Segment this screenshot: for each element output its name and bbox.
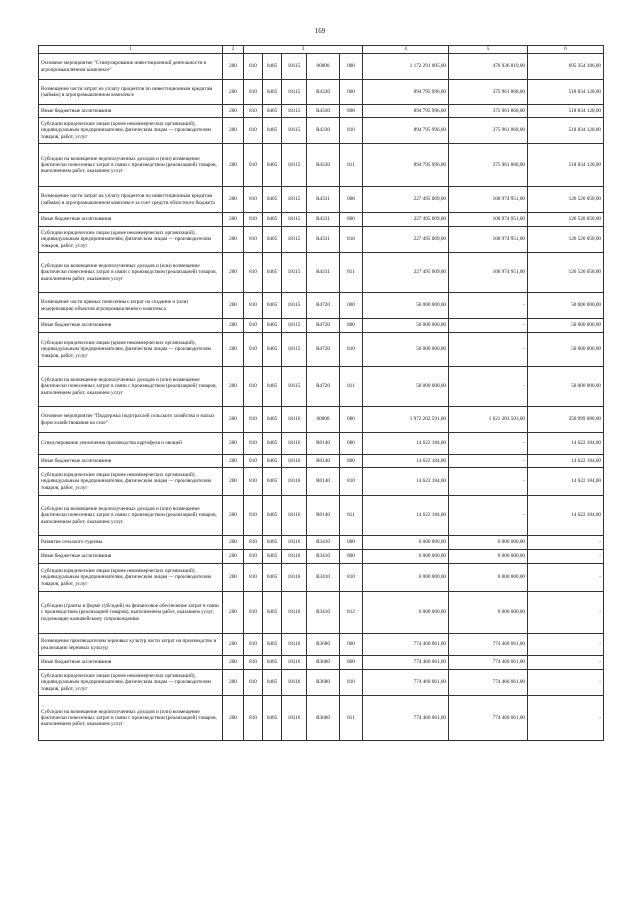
code-cell: 0405 xyxy=(263,293,282,319)
amount-cell: 100 974 951,00 xyxy=(449,213,528,227)
code-cell: 800 xyxy=(340,550,363,564)
code-cell: 800 xyxy=(340,105,363,118)
code-cell: 0405 xyxy=(263,187,282,213)
amount-cell: 14 622 184,00 xyxy=(363,455,449,468)
table-row xyxy=(39,468,604,496)
code-cell: 810 xyxy=(340,227,363,253)
amount-cell: 14 622 184,00 xyxy=(528,468,604,496)
code-cell: 18116 xyxy=(282,564,307,592)
table-body xyxy=(39,46,604,741)
code-cell: 18115 xyxy=(282,105,307,118)
code-cell: 18116 xyxy=(282,468,307,496)
code-cell: R4331 xyxy=(307,253,340,293)
code-cell: 000 xyxy=(340,80,363,105)
amount-cell: 100 974 951,00 xyxy=(449,227,528,253)
row-name: Субсидии юридическим лицам (кроме некоммерческих организаций), индивидуальным предпринимателям, физическим лицам — производителям товаров, работ, услуг xyxy=(39,333,223,367)
row-name: Возмещение части затрат на уплату процентов по инвестиционным кредитам (займам) в агропромышленном комплексе xyxy=(39,80,223,105)
amount-cell: - xyxy=(528,656,604,670)
code-cell: 00000 xyxy=(307,407,340,433)
row-name: Иные бюджетные ассигнования xyxy=(39,656,223,670)
code-cell: 810 xyxy=(244,293,263,319)
code-cell: 18115 xyxy=(282,187,307,213)
amount-cell: 6 000 000,00 xyxy=(449,536,528,550)
column-number: 1 xyxy=(39,46,223,54)
amount-cell: 227 495 009,00 xyxy=(363,227,449,253)
amount-cell: - xyxy=(449,455,528,468)
code-cell: 810 xyxy=(244,187,263,213)
code-cell: 000 xyxy=(340,433,363,455)
table-row xyxy=(39,144,604,187)
code-cell: 810 xyxy=(244,407,263,433)
code-cell: 200 xyxy=(223,227,244,253)
code-cell: 810 xyxy=(244,656,263,670)
code-cell: 0405 xyxy=(263,468,282,496)
code-cell: 200 xyxy=(223,105,244,118)
amount-cell: - xyxy=(528,536,604,550)
code-cell: 811 xyxy=(340,496,363,536)
code-cell: 18116 xyxy=(282,496,307,536)
code-cell: 200 xyxy=(223,333,244,367)
code-cell: 000 xyxy=(340,54,363,80)
code-cell: 810 xyxy=(244,367,263,407)
amount-cell: 126 520 058,00 xyxy=(528,227,604,253)
row-name: Субсидии на возмещение недополученных доходов и (или) возмещение фактически понесенных затрат в связи с производством (реализацией) товаров, выполнением работ, оказанием услуг xyxy=(39,496,223,536)
code-cell: 810 xyxy=(340,468,363,496)
code-cell: 200 xyxy=(223,407,244,433)
code-cell: 810 xyxy=(340,670,363,696)
row-name: Субсидии на возмещение недополученных доходов и (или) возмещение фактически понесенных затрат в связи с производством (реализацией) товаров, выполнением работ, оказанием услуг xyxy=(39,144,223,187)
code-cell: R3410 xyxy=(307,550,340,564)
column-number: 6 xyxy=(528,46,604,54)
code-cell: 0405 xyxy=(263,455,282,468)
amount-cell: 14 622 184,00 xyxy=(363,433,449,455)
code-cell: 800 xyxy=(340,656,363,670)
code-cell: 0405 xyxy=(263,144,282,187)
table-row xyxy=(39,696,604,741)
amount-cell: 774 460 061,00 xyxy=(449,670,528,696)
amount-cell: 126 520 058,00 xyxy=(528,187,604,213)
table-row xyxy=(39,333,604,367)
code-cell: 18115 xyxy=(282,253,307,293)
table-row xyxy=(39,227,604,253)
amount-cell: 774 460 061,00 xyxy=(449,696,528,741)
code-cell: 18115 xyxy=(282,213,307,227)
code-cell: 18116 xyxy=(282,670,307,696)
amount-cell: 375 961 868,00 xyxy=(449,105,528,118)
amount-cell: 894 795 996,00 xyxy=(363,118,449,144)
code-cell: 810 xyxy=(244,80,263,105)
column-number: 3 xyxy=(244,46,363,54)
amount-cell: 774 460 061,00 xyxy=(363,656,449,670)
row-name: Иные бюджетные ассигнования xyxy=(39,550,223,564)
code-cell: 800 xyxy=(340,319,363,333)
code-cell: 200 xyxy=(223,564,244,592)
amount-cell: 518 834 128,00 xyxy=(528,118,604,144)
amount-cell: 227 495 009,00 xyxy=(363,253,449,293)
amount-cell: 14 622 184,00 xyxy=(363,496,449,536)
code-cell: 0405 xyxy=(263,54,282,80)
table-row xyxy=(39,80,604,105)
code-cell: 811 xyxy=(340,253,363,293)
amount-cell: 50 000 000,00 xyxy=(528,333,604,367)
code-cell: 0405 xyxy=(263,433,282,455)
code-cell: 000 xyxy=(340,407,363,433)
table-row xyxy=(39,564,604,592)
code-cell: 0405 xyxy=(263,118,282,144)
row-name: Субсидии на возмещение недополученных доходов и (или) возмещение фактически понесенных затрат в связи с производством (реализацией) товаров, выполнением работ, оказанием услуг xyxy=(39,696,223,741)
row-name: Иные бюджетные ассигнования xyxy=(39,105,223,118)
code-cell: 200 xyxy=(223,293,244,319)
code-cell: 0405 xyxy=(263,564,282,592)
code-cell: R3680 xyxy=(307,696,340,741)
code-cell: R4330 xyxy=(307,144,340,187)
code-cell: 18116 xyxy=(282,433,307,455)
code-cell: 810 xyxy=(244,118,263,144)
amount-cell: 695 354 186,00 xyxy=(528,54,604,80)
code-cell: 200 xyxy=(223,592,244,634)
code-cell: R4331 xyxy=(307,227,340,253)
table-row xyxy=(39,592,604,634)
code-cell: R0140 xyxy=(307,433,340,455)
amount-cell: 227 495 009,00 xyxy=(363,187,449,213)
code-cell: 0405 xyxy=(263,696,282,741)
code-cell: 812 xyxy=(340,592,363,634)
row-name: Основное мероприятие "Стимулирование инвестиционной деятельности в агропромышленном комплексе" xyxy=(39,54,223,80)
code-cell: 811 xyxy=(340,144,363,187)
amount-cell: 1 621 203 503,00 xyxy=(449,407,528,433)
code-cell: 000 xyxy=(340,293,363,319)
table-row xyxy=(39,367,604,407)
row-name: Возмещение производителям зерновых культур части затрат на производство и реализацию зерновых культур xyxy=(39,634,223,656)
row-name: Стимулирование увеличения производства картофеля и овощей xyxy=(39,433,223,455)
code-cell: R0140 xyxy=(307,468,340,496)
code-cell: 810 xyxy=(244,333,263,367)
code-cell: R3680 xyxy=(307,634,340,656)
code-cell: R3680 xyxy=(307,656,340,670)
code-cell: 18116 xyxy=(282,656,307,670)
code-cell: 200 xyxy=(223,433,244,455)
amount-cell: - xyxy=(528,670,604,696)
code-cell: 0405 xyxy=(263,536,282,550)
code-cell: 0405 xyxy=(263,407,282,433)
code-cell: 18115 xyxy=(282,118,307,144)
table-row xyxy=(39,118,604,144)
column-number-row xyxy=(39,46,604,54)
table-row xyxy=(39,433,604,455)
amount-cell: - xyxy=(449,496,528,536)
row-name: Субсидии юридическим лицам (кроме некоммерческих организаций), индивидуальным предпринимателям, физическим лицам — производителям товаров, работ, услуг xyxy=(39,118,223,144)
amount-cell: 375 961 868,00 xyxy=(449,118,528,144)
code-cell: R4720 xyxy=(307,319,340,333)
amount-cell: 50 000 000,00 xyxy=(528,319,604,333)
amount-cell: 6 000 000,00 xyxy=(363,550,449,564)
row-name: Иные бюджетные ассигнования xyxy=(39,319,223,333)
table-row xyxy=(39,54,604,80)
code-cell: 800 xyxy=(340,213,363,227)
code-cell: 200 xyxy=(223,118,244,144)
row-name: Субсидии на возмещение недополученных доходов и (или) возмещение фактически понесенных затрат в связи с производством (реализацией) товаров, выполнением работ, оказанием услуг xyxy=(39,253,223,293)
amount-cell: 50 000 000,00 xyxy=(363,319,449,333)
amount-cell: 50 000 000,00 xyxy=(363,293,449,319)
code-cell: 18116 xyxy=(282,550,307,564)
code-cell: R4330 xyxy=(307,105,340,118)
table-row xyxy=(39,253,604,293)
code-cell: 200 xyxy=(223,634,244,656)
row-name: Субсидии юридическим лицам (кроме некоммерческих организаций), индивидуальным предпринимателям, физическим лицам — производителям товаров, работ, услуг xyxy=(39,468,223,496)
code-cell: 800 xyxy=(340,455,363,468)
code-cell: 18115 xyxy=(282,319,307,333)
table-row xyxy=(39,293,604,319)
amount-cell: - xyxy=(449,333,528,367)
code-cell: 00000 xyxy=(307,54,340,80)
amount-cell: 50 000 000,00 xyxy=(528,367,604,407)
code-cell: R3410 xyxy=(307,592,340,634)
budget-table xyxy=(38,45,604,741)
code-cell: 0405 xyxy=(263,227,282,253)
code-cell: 810 xyxy=(244,496,263,536)
amount-cell: 100 974 951,00 xyxy=(449,187,528,213)
amount-cell: 50 000 000,00 xyxy=(528,293,604,319)
code-cell: R3410 xyxy=(307,536,340,550)
code-cell: 200 xyxy=(223,80,244,105)
code-cell: R4330 xyxy=(307,118,340,144)
code-cell: 18115 xyxy=(282,367,307,407)
code-cell: 18115 xyxy=(282,333,307,367)
amount-cell: 774 460 061,00 xyxy=(363,634,449,656)
amount-cell: 774 460 061,00 xyxy=(363,670,449,696)
row-name: Субсидии на возмещение недополученных доходов и (или) возмещение фактически понесенных затрат в связи с производством (реализацией) товаров, выполнением работ, оказанием услуг xyxy=(39,367,223,407)
row-name: Возмещение части прямых понесенных затрат на создание и (или) модернизацию объектов агропромышленного комплекса xyxy=(39,293,223,319)
amount-cell: - xyxy=(528,550,604,564)
table-row xyxy=(39,407,604,433)
code-cell: 18116 xyxy=(282,696,307,741)
code-cell: 810 xyxy=(244,253,263,293)
code-cell: 0405 xyxy=(263,656,282,670)
code-cell: 000 xyxy=(340,536,363,550)
code-cell: 810 xyxy=(244,592,263,634)
amount-cell: 14 622 184,00 xyxy=(528,433,604,455)
code-cell: R4331 xyxy=(307,213,340,227)
code-cell: 0405 xyxy=(263,634,282,656)
code-cell: 810 xyxy=(244,550,263,564)
code-cell: R4330 xyxy=(307,80,340,105)
table-row xyxy=(39,656,604,670)
code-cell: 0405 xyxy=(263,550,282,564)
code-cell: 200 xyxy=(223,696,244,741)
amount-cell: - xyxy=(528,592,604,634)
amount-cell: 50 000 000,00 xyxy=(363,367,449,407)
amount-cell: 6 000 000,00 xyxy=(449,592,528,634)
amount-cell: 894 795 996,00 xyxy=(363,80,449,105)
amount-cell: 126 520 058,00 xyxy=(528,213,604,227)
amount-cell: 100 974 951,00 xyxy=(449,253,528,293)
amount-cell: 476 936 819,00 xyxy=(449,54,528,80)
row-name: Развитие сельского туризма xyxy=(39,536,223,550)
amount-cell: 774 460 061,00 xyxy=(363,696,449,741)
code-cell: 200 xyxy=(223,54,244,80)
code-cell: 810 xyxy=(340,118,363,144)
table-row xyxy=(39,187,604,213)
amount-cell: 6 000 000,00 xyxy=(449,564,528,592)
code-cell: 200 xyxy=(223,468,244,496)
amount-cell: 227 495 009,00 xyxy=(363,213,449,227)
amount-cell: 1 172 291 005,00 xyxy=(363,54,449,80)
code-cell: 200 xyxy=(223,187,244,213)
code-cell: R3410 xyxy=(307,564,340,592)
row-name: Основное мероприятие "Поддержка подотраслей сельского хозяйства и малых форм хозяйствования на селе" xyxy=(39,407,223,433)
code-cell: 810 xyxy=(244,670,263,696)
code-cell: 18115 xyxy=(282,227,307,253)
code-cell: R4720 xyxy=(307,367,340,407)
code-cell: 0405 xyxy=(263,496,282,536)
code-cell: 810 xyxy=(244,227,263,253)
code-cell: 200 xyxy=(223,496,244,536)
code-cell: 000 xyxy=(340,634,363,656)
code-cell: 200 xyxy=(223,656,244,670)
code-cell: 810 xyxy=(244,213,263,227)
amount-cell: 1 972 202 591,00 xyxy=(363,407,449,433)
amount-cell: 6 000 000,00 xyxy=(363,592,449,634)
table-row xyxy=(39,455,604,468)
code-cell: 18115 xyxy=(282,144,307,187)
table-row xyxy=(39,634,604,656)
amount-cell: - xyxy=(449,468,528,496)
table-row xyxy=(39,213,604,227)
table-row xyxy=(39,550,604,564)
code-cell: 0405 xyxy=(263,670,282,696)
row-name: Возмещение части затрат на уплату процентов по инвестиционным кредитам (займам) в агропромышленном комплексе за счет средств областного бюджета xyxy=(39,187,223,213)
code-cell: 200 xyxy=(223,319,244,333)
amount-cell: - xyxy=(449,433,528,455)
code-cell: 18116 xyxy=(282,592,307,634)
amount-cell: 350 999 088,00 xyxy=(528,407,604,433)
code-cell: 0405 xyxy=(263,80,282,105)
code-cell: 0405 xyxy=(263,213,282,227)
row-name: Субсидии (гранты в форме субсидий) на финансовое обеспечение затрат в связи с производством (реализацией товаров), выполнением работ, оказанием услуг, подлежащие казначейскому сопровождению xyxy=(39,592,223,634)
amount-cell: 774 460 061,00 xyxy=(449,656,528,670)
amount-cell: 894 795 996,00 xyxy=(363,144,449,187)
column-number: 5 xyxy=(449,46,528,54)
table-row xyxy=(39,105,604,118)
row-name: Субсидии юридическим лицам (кроме некоммерческих организаций), индивидуальным предпринимателям, физическим лицам — производителям товаров, работ, услуг xyxy=(39,564,223,592)
amount-cell: 894 795 996,00 xyxy=(363,105,449,118)
code-cell: 810 xyxy=(244,433,263,455)
code-cell: 18116 xyxy=(282,536,307,550)
amount-cell: 518 834 128,00 xyxy=(528,80,604,105)
code-cell: R4720 xyxy=(307,333,340,367)
amount-cell: 774 460 061,00 xyxy=(449,634,528,656)
code-cell: 810 xyxy=(244,536,263,550)
amount-cell: 375 961 868,00 xyxy=(449,80,528,105)
table-row xyxy=(39,319,604,333)
amount-cell: 14 622 184,00 xyxy=(528,496,604,536)
code-cell: R4331 xyxy=(307,187,340,213)
code-cell: 18116 xyxy=(282,407,307,433)
code-cell: 18116 xyxy=(282,455,307,468)
table-row xyxy=(39,670,604,696)
code-cell: 810 xyxy=(244,105,263,118)
row-name: Субсидии юридическим лицам (кроме некоммерческих организаций), индивидуальным предпринимателям, физическим лицам — производителям товаров, работ, услуг xyxy=(39,670,223,696)
code-cell: 18115 xyxy=(282,293,307,319)
amount-cell: 518 834 128,00 xyxy=(528,105,604,118)
code-cell: R3680 xyxy=(307,670,340,696)
amount-cell: - xyxy=(449,319,528,333)
code-cell: 811 xyxy=(340,696,363,741)
code-cell: 0405 xyxy=(263,367,282,407)
code-cell: 0405 xyxy=(263,333,282,367)
table-row xyxy=(39,496,604,536)
code-cell: 200 xyxy=(223,536,244,550)
amount-cell: 6 000 000,00 xyxy=(449,550,528,564)
amount-cell: 14 622 184,00 xyxy=(528,455,604,468)
column-number: 2 xyxy=(223,46,244,54)
amount-cell: - xyxy=(528,696,604,741)
code-cell: 000 xyxy=(340,187,363,213)
code-cell: 18115 xyxy=(282,54,307,80)
row-name: Субсидии юридическим лицам (кроме некоммерческих организаций), индивидуальным предпринимателям, физическим лицам — производителям товаров, работ, услуг xyxy=(39,227,223,253)
code-cell: 200 xyxy=(223,253,244,293)
code-cell: 200 xyxy=(223,455,244,468)
amount-cell: 126 520 058,00 xyxy=(528,253,604,293)
table-row xyxy=(39,536,604,550)
row-name: Иные бюджетные ассигнования xyxy=(39,213,223,227)
code-cell: 810 xyxy=(244,144,263,187)
code-cell: 810 xyxy=(244,696,263,741)
code-cell: 18115 xyxy=(282,80,307,105)
amount-cell: - xyxy=(528,634,604,656)
amount-cell: - xyxy=(528,564,604,592)
column-number: 4 xyxy=(363,46,449,54)
code-cell: 200 xyxy=(223,213,244,227)
code-cell: R0140 xyxy=(307,455,340,468)
code-cell: 811 xyxy=(340,367,363,407)
page-number: 169 xyxy=(314,27,326,35)
amount-cell: 6 000 000,00 xyxy=(363,536,449,550)
code-cell: 200 xyxy=(223,670,244,696)
code-cell: 200 xyxy=(223,367,244,407)
amount-cell: - xyxy=(449,367,528,407)
amount-cell: 14 622 184,00 xyxy=(363,468,449,496)
code-cell: 0405 xyxy=(263,592,282,634)
row-name: Иные бюджетные ассигнования xyxy=(39,455,223,468)
amount-cell: 6 000 000,00 xyxy=(363,564,449,592)
code-cell: 810 xyxy=(244,54,263,80)
code-cell: 0405 xyxy=(263,319,282,333)
code-cell: 810 xyxy=(340,333,363,367)
code-cell: 200 xyxy=(223,550,244,564)
code-cell: R0140 xyxy=(307,496,340,536)
code-cell: 0405 xyxy=(263,253,282,293)
amount-cell: 518 834 128,00 xyxy=(528,144,604,187)
code-cell: 810 xyxy=(244,634,263,656)
code-cell: 0405 xyxy=(263,105,282,118)
code-cell: 810 xyxy=(244,468,263,496)
code-cell: 810 xyxy=(244,319,263,333)
code-cell: 810 xyxy=(244,455,263,468)
amount-cell: 50 000 000,00 xyxy=(363,333,449,367)
code-cell: R4720 xyxy=(307,293,340,319)
code-cell: 200 xyxy=(223,144,244,187)
code-cell: 810 xyxy=(244,564,263,592)
code-cell: 18116 xyxy=(282,634,307,656)
amount-cell: - xyxy=(449,293,528,319)
code-cell: 810 xyxy=(340,564,363,592)
amount-cell: 375 961 868,00 xyxy=(449,144,528,187)
